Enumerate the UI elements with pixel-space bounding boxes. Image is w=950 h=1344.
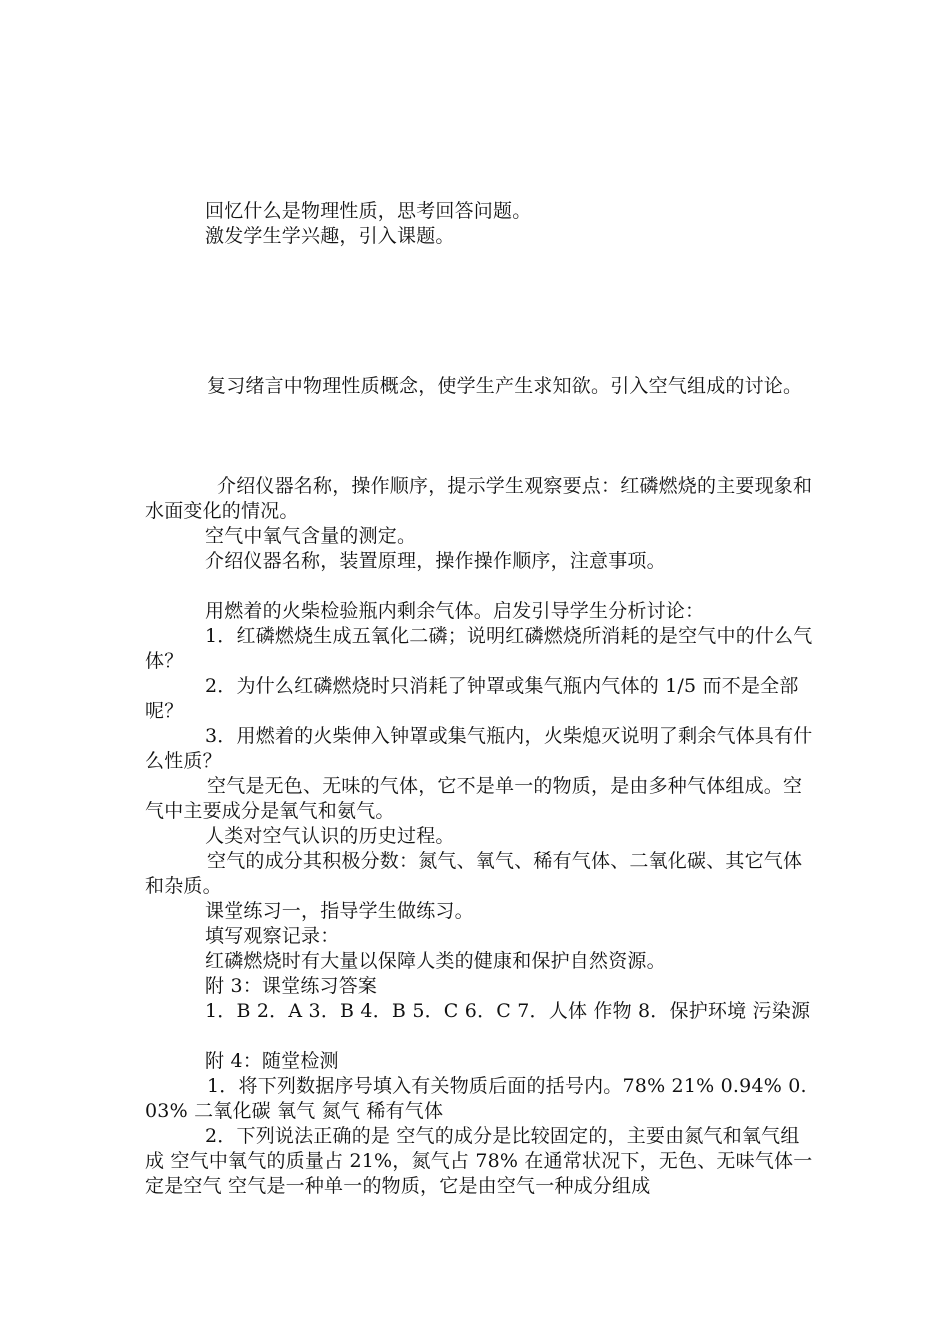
paragraph-red-phosphorus: 红磷燃烧时有大量以保障人类的健康和保护自然资源。 xyxy=(205,950,666,972)
paragraph-oxygen-content: 空气中氧气含量的测定。 xyxy=(205,525,417,547)
paragraph-appendix-4: 附 4：随堂检测 xyxy=(205,1050,339,1072)
paragraph-question-2: 2．为什么红磷燃烧时只消耗了钟罩或集气瓶内气体的 1/5 而不是全部呢？ xyxy=(145,675,799,722)
paragraph-recall-physical-properties: 回忆什么是物理性质，思考回答问题。 xyxy=(205,200,532,222)
paragraph-question-3: 3．用燃着的火柴伸入钟罩或集气瓶内，火柴熄灭说明了剩余气体具有什么性质？ xyxy=(145,725,813,772)
paragraph-volume-fraction: 空气的成分其积极分数：氮气、氧气、稀有气体、二氧化碳、其它气体和杂质。 xyxy=(145,850,803,897)
paragraph-answers: 1．B 2．A 3．B 4．B 5．C 6．C 7．人体 作物 8．保护环境 污染源 xyxy=(205,1000,811,1022)
paragraph-exercise-one: 课堂练习一，指导学生做练习。 xyxy=(205,900,474,922)
paragraph-appendix-3: 附 3：课堂练习答案 xyxy=(205,975,378,997)
paragraph-device-principle: 介绍仪器名称，装置原理，操作操作顺序，注意事项。 xyxy=(205,550,666,572)
paragraph-test-question-2: 2．下列说法正确的是 空气的成分是比较固定的，主要由氮气和氧气组成 空气中氧气的质量占 21%，氮气占 78% 在通常状况下，无色、无味气体一定是空气 空气是一种单一的物质，它是由空气一种成分组成 xyxy=(145,1125,813,1197)
paragraph-review-introduction: 复习绪言中物理性质概念，使学生产生求知欲。引入空气组成的讨论。 xyxy=(207,375,803,397)
paragraph-introduce-instruments: 介绍仪器名称，操作顺序，提示学生观察要点：红磷燃烧的主要现象和水面变化的情况。 xyxy=(145,475,813,522)
paragraph-test-question-1: 1．将下列数据序号填入有关物质后面的括号内。78% 21% 0.94% 0.03% 二氧化碳 氧气 氮气 稀有气体 xyxy=(145,1075,807,1122)
paragraph-match-test: 用燃着的火柴检验瓶内剩余气体。启发引导学生分析讨论： xyxy=(205,600,705,622)
paragraph-history: 人类对空气认识的历史过程。 xyxy=(205,825,455,847)
paragraph-question-1: 1．红磷燃烧生成五氧化二磷；说明红磷燃烧所消耗的是空气中的什么气体？ xyxy=(145,625,813,672)
paragraph-air-composition: 空气是无色、无味的气体，它不是单一的物质，是由多种气体组成。空气中主要成分是氧气和氨气。 xyxy=(145,775,803,822)
paragraph-stimulate-interest: 激发学生学兴趣，引入课题。 xyxy=(205,225,455,247)
paragraph-observation-record: 填写观察记录： xyxy=(205,925,340,947)
